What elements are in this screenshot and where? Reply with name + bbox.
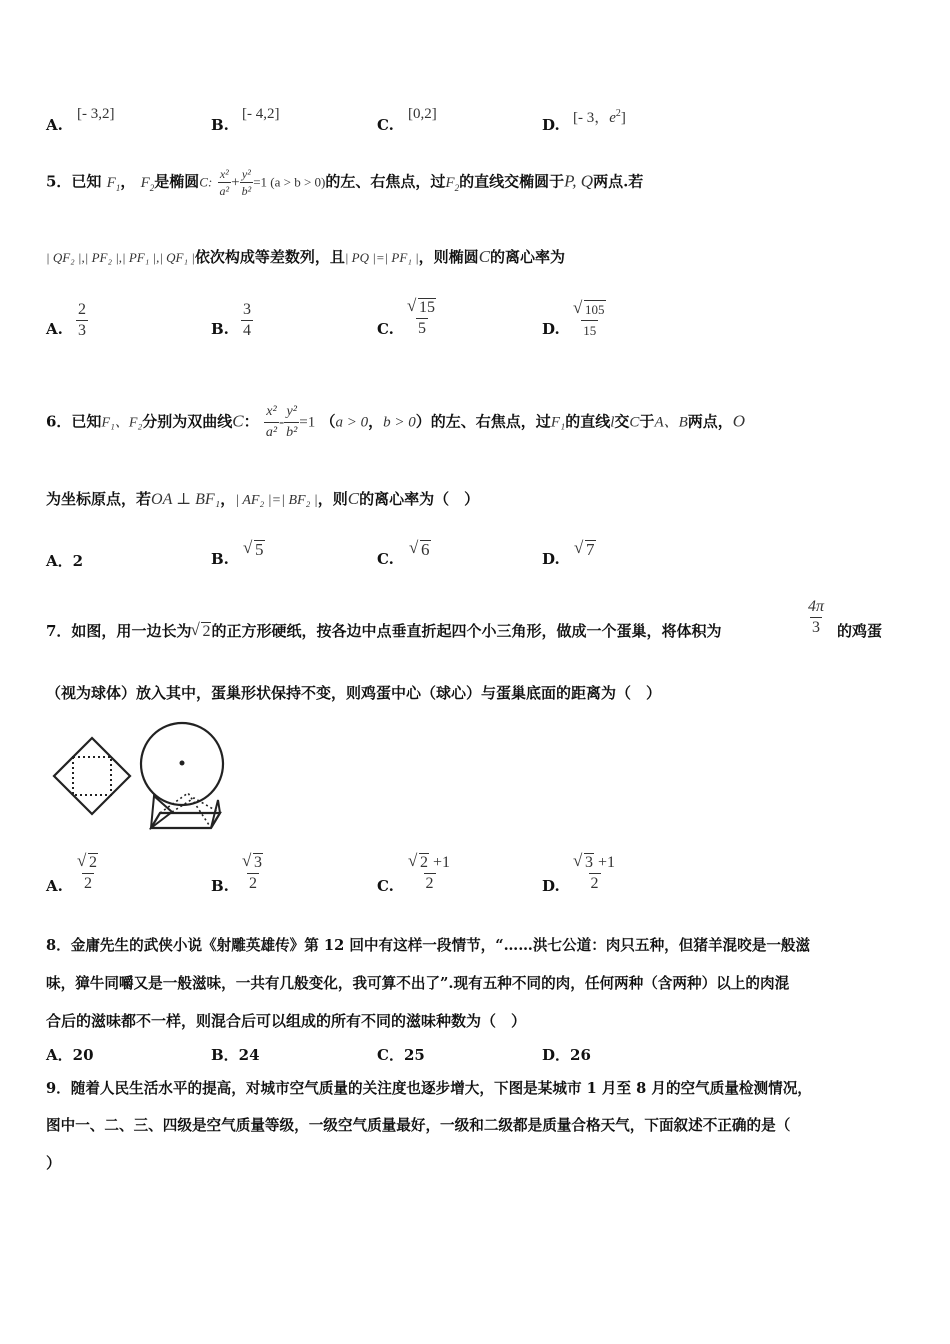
q6-stem-line2: 为坐标原点，若OA ⊥ BF₁，| AF₂ |=| BF₂ |，则C的离心率为（ ） xyxy=(46,489,480,508)
q5-option-b-fraction: $\frac{3}{4}$ xyxy=(243,301,251,339)
q5-option-b-label: B. xyxy=(211,320,229,338)
q6-option-b-value: √ 5 xyxy=(244,540,265,560)
q4-option-a-label: A. xyxy=(46,116,63,134)
q5-option-d-fraction: √ $\frac{105}{15}$ xyxy=(572,300,608,341)
q4-option-b-label: B. xyxy=(211,116,229,134)
q4-option-b-value: [- 4,2] xyxy=(242,106,280,122)
q7-option-d-label: D. xyxy=(542,877,560,895)
inner-dotted-square xyxy=(73,757,111,795)
q8-stem-line2: 味，獐牛同嚼又是一般滋味，一共有几般变化，我可算不出了”.现有五种不同的肉，任何两种（含两种）以上的肉混 xyxy=(46,975,790,992)
q6-option-d-label: D. xyxy=(542,550,560,568)
q5-stem-line2: | QF₂ |,| PF₂ |,| PF₁ |,| QF₁ |依次构成等差数列，且| PQ |=| PF₁ |，则椭圆C的离心率为 xyxy=(46,247,566,266)
q7-figure xyxy=(48,718,228,833)
q7-option-d-fraction: √ $\frac{3 +1}{2}$ xyxy=(572,853,617,894)
q8-option-a: A．20 xyxy=(46,1046,94,1064)
q7-option-a-label: A. xyxy=(46,877,63,895)
q5-option-c-fraction: √ $\frac{15}{5}$ xyxy=(406,298,438,339)
q8-option-b: B．24 xyxy=(211,1046,260,1064)
q7-stem-line1-end: 的鸡蛋 xyxy=(837,622,883,640)
q5-option-a-label: A. xyxy=(46,320,63,338)
q7-option-a-fraction: √ $\frac{2}{2}$ xyxy=(76,853,100,894)
q8-stem-line1: 8．金庸先生的武侠小说《射雕英雄传》第 12 回中有这样一段情节，“……洪七公道：肉只五种，但猪羊混咬是一般滋 xyxy=(46,937,811,954)
q5-option-d-label: D. xyxy=(542,320,560,338)
q5-option-c-label: C. xyxy=(377,320,394,338)
q5-stem-line1: 5．已知 $F_1$， $F_2$是椭圆C: $\frac{\text{x²}}{\text{a²}}$ + $\frac{\text{y²}}{\text{b²}}$ =1 (a > b > 0)的左、右焦点，过$F_2$的直线交椭圆于P, Q两点.若 xyxy=(46,167,644,198)
q7-stem-line1: 7．如图，用一边长为√ 2的正方形硬纸，按各边中点垂直折起四个小三角形，做成一个蛋巢，将体积为 xyxy=(46,621,721,642)
sphere-center-dot xyxy=(180,761,185,766)
q9-stem-line2: 图中一、二、三、四级是空气质量等级，一级空气质量最好，一级和二级都是质量合格天气，下面叙述不正确的是（ xyxy=(46,1117,791,1134)
q7-option-b-label: B. xyxy=(211,877,229,895)
q7-option-c-fraction: √ $\frac{2 +1}{2}$ xyxy=(407,853,452,894)
q7-volume-fraction: $\frac{4\pi}{3}$ xyxy=(808,598,825,636)
q4-option-a-value: [- 3,2] xyxy=(77,106,115,122)
q7-stem-line2: （视为球体）放入其中，蛋巢形状保持不变，则鸡蛋中心（球心）与蛋巢底面的距离为（ ） xyxy=(46,684,662,702)
q5-option-a-fraction: $\frac{2}{3}$ xyxy=(78,301,86,339)
q9-stem-line3: ） xyxy=(46,1154,62,1172)
q4-option-d-value: [- 3，$e^2$] xyxy=(573,108,626,126)
q4-option-c-value: [0,2] xyxy=(408,106,437,122)
q8-option-c: C．25 xyxy=(377,1046,425,1064)
q7-option-b-fraction: √ $\frac{3}{2}$ xyxy=(241,853,265,894)
q6-option-d-value: √ 7 xyxy=(575,540,596,560)
q6-stem-line1: 6．已知F₁、F₂分别为双曲线C： $\frac{\text{x²}}{\text{a²}}$ - $\frac{\text{y²}}{\text{b²}}$ =1 （a > 0，b > 0）的左、右焦点，过F₁的直线l交C于A、B两点，O xyxy=(46,402,745,443)
q6-option-c-label: C. xyxy=(377,550,394,568)
q6-option-b-label: B. xyxy=(211,550,229,568)
q6-option-c-value: √ 6 xyxy=(410,540,431,560)
q4-option-c-label: C. xyxy=(377,116,394,134)
q7-option-c-label: C. xyxy=(377,877,394,895)
q6-option-a: A．2 xyxy=(46,552,84,570)
q9-stem-line1: 9．随着人民生活水平的提高，对城市空气质量的关注度也逐步增大，下图是某城市 1 月至 8 月的空气质量检测情况， xyxy=(46,1080,812,1097)
q8-stem-line3: 合后的滋味都不一样，则混合后可以组成的所有不同的滋味种数为（ ） xyxy=(46,1012,527,1030)
q8-option-d: D．26 xyxy=(542,1046,591,1064)
folded-square-outline xyxy=(54,738,130,814)
q4-option-d-label: D. xyxy=(542,116,560,134)
